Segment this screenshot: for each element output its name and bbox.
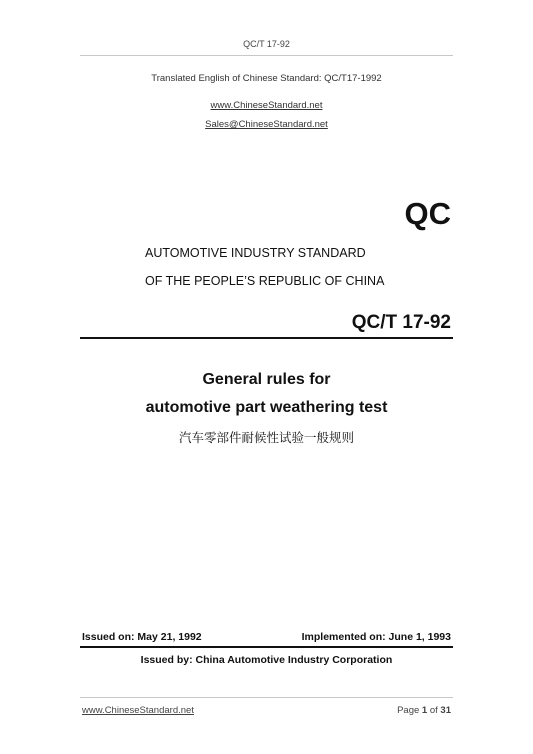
- standard-line-2: OF THE PEOPLE’S REPUBLIC OF CHINA: [145, 274, 385, 288]
- email-link-row: [0, 114, 533, 132]
- standard-line-1: AUTOMOTIVE INDUSTRY STANDARD: [145, 246, 366, 260]
- dates-divider: [80, 646, 453, 648]
- document-title-chinese: 汽车零部件耐候性试验一般规则: [178, 431, 354, 445]
- translation-note: Translated English of Chinese Standard: QC/T17-1992: [151, 73, 382, 84]
- footer-website-link-row: [82, 705, 194, 716]
- page-current: 1: [421, 705, 428, 716]
- website-link[interactable]: www.ChineseStandard.net: [210, 100, 323, 111]
- website-link-row: [0, 95, 533, 113]
- footer-divider: [80, 697, 453, 698]
- issued-date: Issued on: May 21, 1992: [82, 631, 202, 643]
- issuer: Issued by: China Automotive Industry Corporation: [140, 654, 393, 666]
- page-of: of: [429, 705, 438, 716]
- footer-website-link[interactable]: www.ChineseStandard.net: [82, 705, 194, 716]
- page-number: [397, 705, 451, 716]
- title-divider: [80, 337, 453, 339]
- document-title-line-2: automotive part weathering test: [145, 399, 388, 416]
- running-header: QC/T 17-92: [243, 39, 290, 49]
- email-link[interactable]: Sales@ChineseStandard.net: [205, 119, 328, 130]
- header-divider: [80, 55, 453, 56]
- page-prefix: Page: [397, 705, 420, 716]
- standard-code: QC/T 17-92: [351, 312, 451, 333]
- standard-mark: QC: [404, 196, 451, 231]
- implemented-date: Implemented on: June 1, 1993: [301, 631, 451, 643]
- page-total: 31: [440, 705, 451, 716]
- document-title-line-1: General rules for: [202, 371, 331, 388]
